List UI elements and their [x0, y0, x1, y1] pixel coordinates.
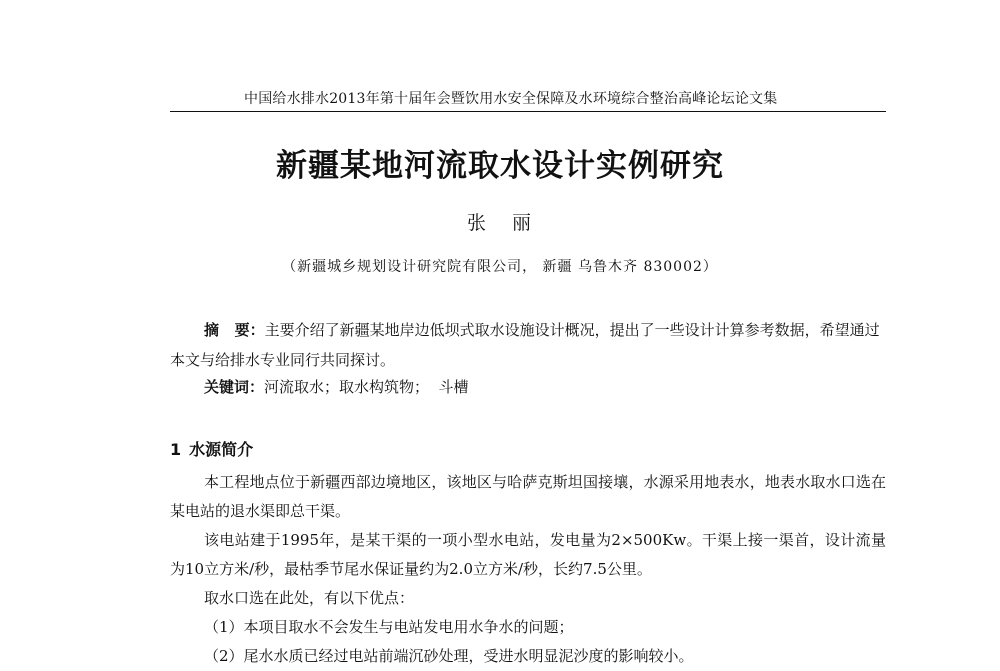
section-heading [170, 437, 261, 460]
paragraph: 取水口选在此处，有以下优点： [204, 589, 415, 607]
abstract-label: 摘 要： [204, 321, 265, 339]
running-header: 中国给水排水2013年第十届年会暨饮用水安全保障及水环境综合整治高峰论坛论文集 [244, 91, 778, 107]
paragraph: 本工程地点位于新疆西部边境地区，该地区与哈萨克斯坦国接壤，水源采用地表水，地表水取水口选在某电站的退水渠即总干渠。 [170, 473, 886, 520]
paragraph: （2）尾水水质已经过电站前端沉砂处理，受进水明显泥沙度的影响较小。 [204, 647, 694, 665]
paper-title: 新疆某地河流取水设计实例研究 [276, 148, 724, 184]
keywords-text: 河流取水；取水构筑物； 斗槽 [264, 378, 469, 396]
header-rule [170, 111, 886, 112]
section-title: 水源简介 [189, 440, 254, 459]
abstract-text: 主要介绍了新疆某地岸边低坝式取水设施设计概况，提出了一些设计计算参考数据，希望通过本文与给排水专业同行共同探讨。 [170, 321, 880, 369]
keywords [204, 376, 884, 397]
section-body [170, 468, 886, 671]
keywords-label: 关键词： [204, 378, 265, 396]
paragraph: 该电站建于1995年，是某干渠的一项小型水电站，发电量为2×500Kw。干渠上接一渠首，设计流量为10立方米/秒，最枯季节尾水保证量约为2.0立方米/秒，长约7.5公里。 [170, 531, 886, 578]
author-affiliation: （新疆城乡规划设计研究院有限公司， 新疆 乌鲁木齐 830002） [282, 259, 718, 275]
abstract [170, 315, 886, 375]
section-number: 1 [170, 440, 182, 459]
author-name: 张 丽 [466, 212, 534, 234]
paragraph: （1）本项目取水不会发生与电站发电用水争水的问题； [204, 618, 574, 636]
